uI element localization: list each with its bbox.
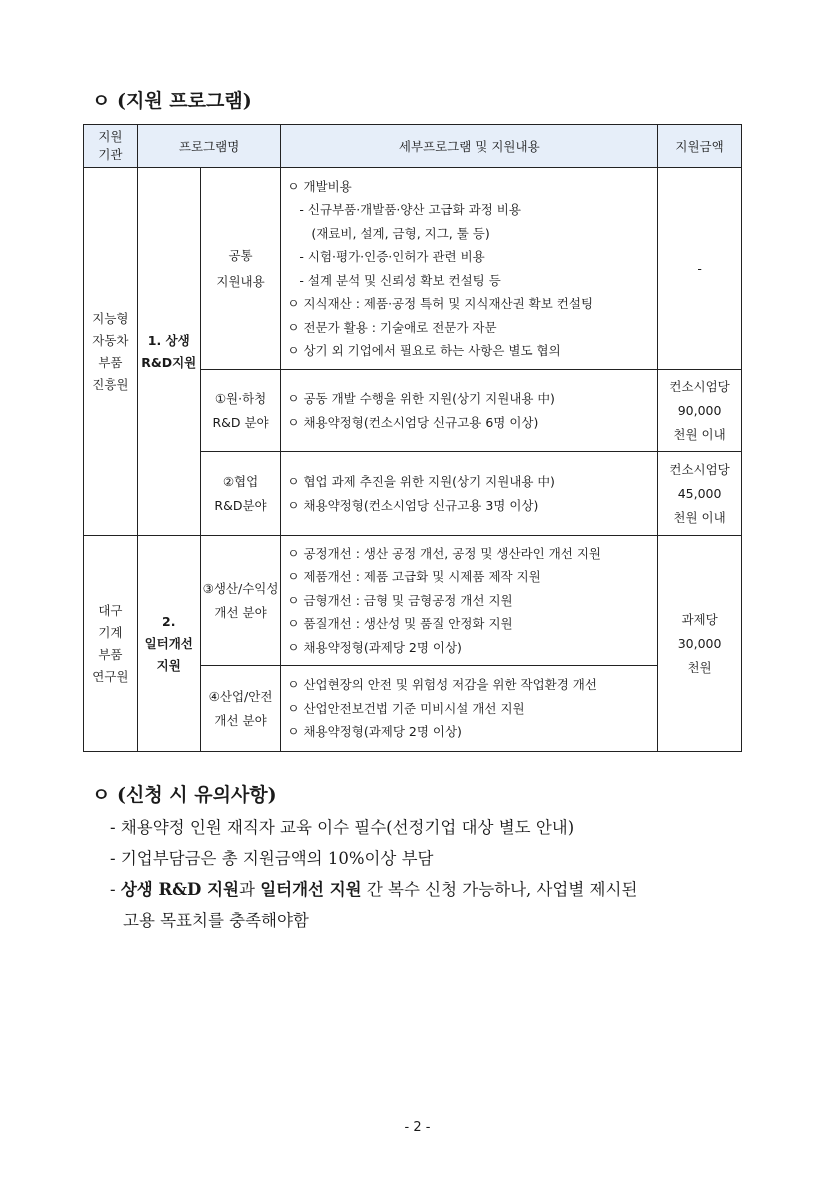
header-amount: 지원금액 — [658, 125, 742, 168]
subprogram-cell: ②협업 R&D분야 — [200, 452, 281, 536]
subprogram-cell: ④산업/안전 개선 분야 — [200, 666, 281, 752]
table-row — [84, 536, 742, 666]
amount-cell: 컨소시엄당 90,000 천원 이내 — [658, 370, 742, 452]
note-item-continuation: 고용 목표치를 충족해야함 — [123, 911, 309, 930]
amount-cell: 과제당 30,000 천원 — [658, 536, 742, 752]
detail-cell: ㅇ 공정개선 : 생산 공정 개선, 공정 및 생산라인 개선 지원 ㅇ 제품개선 : 제품 고급화 및 시제품 제작 지원 ㅇ 금형개선 : 금형 및 금형공정 개선 지원 ㅇ 품질개선 : 생산성 및 품질 안정화 지원 ㅇ 채용약정형(과제당 2명 이상) — [281, 536, 658, 666]
program-cell: 2. 일터개선 지원 — [137, 536, 200, 752]
header-agency: 지원 기관 — [84, 125, 138, 168]
note-item: - 상생 R&D 지원과 일터개선 지원 간 복수 신청 가능하나, 사업별 제시된 — [110, 880, 638, 899]
section-title-notes: ㅇ (신청 시 유의사항) — [92, 784, 277, 806]
program-cell: 1. 상생 R&D지원 — [137, 168, 200, 536]
subprogram-cell: ①원·하청 R&D 분야 — [200, 370, 281, 452]
detail-cell: ㅇ 협업 과제 추진을 위한 지원(상기 지원내용 中) ㅇ 채용약정형(컨소시엄당 신규고용 3명 이상) — [281, 452, 658, 536]
detail-cell: ㅇ 산업현장의 안전 및 위험성 저감을 위한 작업환경 개선 ㅇ 산업안전보건법 기준 미비시설 개선 지원 ㅇ 채용약정형(과제당 2명 이상) — [281, 666, 658, 752]
agency-cell: 대구 기계 부품 연구원 — [84, 536, 138, 752]
subprogram-cell: ③생산/수익성 개선 분야 — [200, 536, 281, 666]
detail-cell: ㅇ 개발비용 - 신규부품·개발품·양산 고급화 과정 비용 (재료비, 설계, 금형, 지그, 툴 등) - 시험·평가·인증·인허가 관련 비용 - 설계 분석 및 신뢰성 확보 컨설팅 등 ㅇ 지식재산 : 제품·공정 특허 및 지식재산권 확보 컨설팅 ㅇ 전문가 활용 : 기술애로 전문가 자문 ㅇ 상기 외 기업에서 필요로 하는 사항은 별도 협의 — [281, 168, 658, 370]
notes-list — [110, 812, 637, 936]
header-detail: 세부프로그램 및 지원내용 — [281, 125, 658, 168]
page-number: - 2 - — [404, 1120, 431, 1135]
detail-cell: ㅇ 공동 개발 수행을 위한 지원(상기 지원내용 中) ㅇ 채용약정형(컨소시엄당 신규고용 6명 이상) — [281, 370, 658, 452]
note-item: - 기업부담금은 총 지원금액의 10%이상 부담 — [110, 849, 434, 868]
amount-cell: - — [658, 168, 742, 370]
subprogram-cell: 공통 지원내용 — [200, 168, 281, 370]
table-row — [84, 168, 742, 370]
header-program: 프로그램명 — [137, 125, 281, 168]
amount-cell: 컨소시엄당 45,000 천원 이내 — [658, 452, 742, 536]
section-title-programs: ㅇ (지원 프로그램) — [92, 90, 252, 112]
table-header-row — [84, 125, 742, 168]
agency-cell: 지능형 자동차 부품 진흥원 — [84, 168, 138, 536]
support-program-table — [83, 124, 742, 752]
note-item: - 채용약정 인원 재직자 교육 이수 필수(선정기업 대상 별도 안내) — [110, 818, 575, 837]
